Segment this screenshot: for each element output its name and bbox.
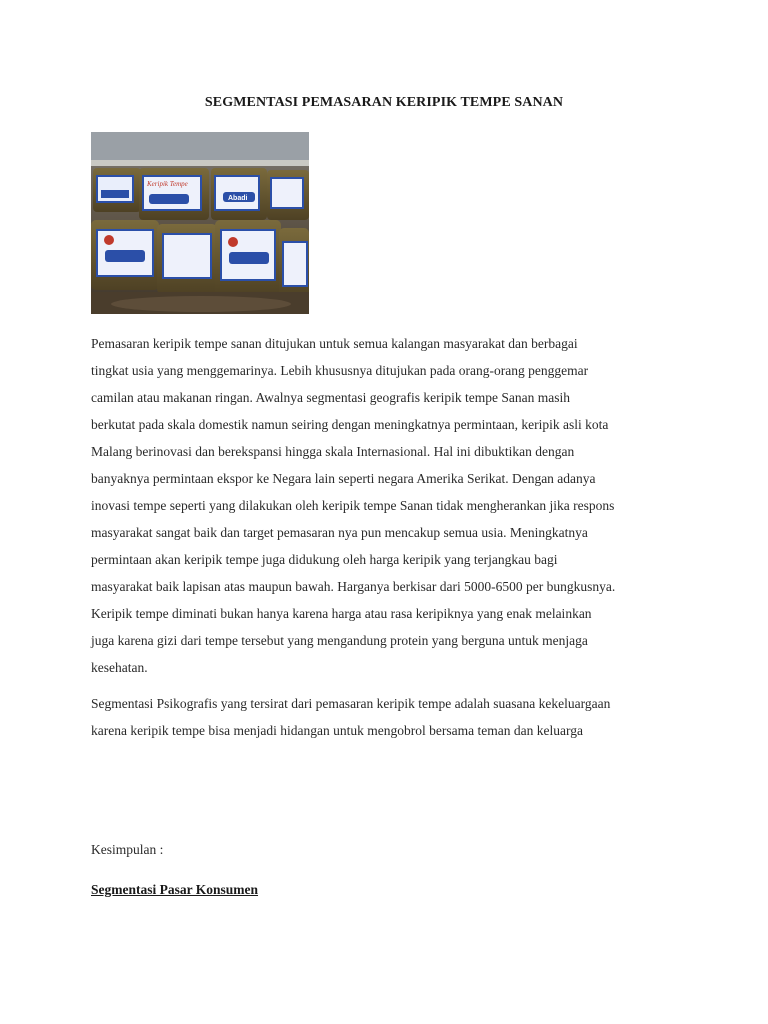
document-title: SEGMENTASI PEMASARAN KERIPIK TEMPE SANAN [204,95,564,110]
paragraph-line: Keripik tempe diminati bukan hanya karena harga atau rasa keripiknya yang enak melainkan [91,606,592,621]
paragraph-line: Segmentasi Psikografis yang tersirat dari pemasaran keripik tempe adalah suasana kekeluargaan [91,696,611,711]
paragraph-line: berkutat pada skala domestik namun seiring dengan meningkatnya permintaan, keripik asli kota [91,417,609,432]
paragraph-line: masyarakat sangat baik dan target pemasaran nya pun mencakup semua usia. Meningkatnya [91,525,588,540]
paragraph-line: Malang berinovasi dan berekspansi hingga skala Internasional. Hal ini dibuktikan dengan [91,444,575,459]
paragraph-line: karena keripik tempe bisa menjadi hidangan untuk mengobrol bersama teman dan keluarga [91,723,583,738]
conclusion-label: Kesimpulan : [91,842,164,857]
paragraph-1 [91,330,691,681]
paragraph-line: kesehatan. [91,660,148,675]
paragraph-line: Pemasaran keripik tempe sanan ditujukan untuk semua kalangan masyarakat dan berbagai [91,336,578,351]
label-text: Keripik Tempe [147,180,188,188]
paragraph-2 [91,690,691,744]
product-photo [91,132,309,314]
label-brand: Abadi [228,195,248,202]
paragraph-line: masyarakat baik lapisan atas maupun bawah. Harganya berkisar dari 5000-6500 per bungkusnya. [91,579,616,594]
paragraph-line: camilan atau makanan ringan. Awalnya segmentasi geografis keripik tempe Sanan masih [91,390,570,405]
paragraph-line: banyaknya permintaan ekspor ke Negara lain seperti negara Amerika Serikat. Dengan adanya [91,471,596,486]
paragraph-line: permintaan akan keripik tempe juga didukung oleh harga keripik yang terjangkau bagi [91,552,558,567]
paragraph-line: juga karena gizi dari tempe tersebut yang mengandung protein yang berguna untuk menjaga [91,633,588,648]
paragraph-line: tingkat usia yang menggemarinya. Lebih khususnya ditujukan pada orang-orang penggemar [91,363,589,378]
paragraph-line: inovasi tempe seperti yang dilakukan oleh keripik tempe Sanan tidak mengherankan jika respons [91,498,615,513]
section-subheading: Segmentasi Pasar Konsumen [91,882,259,897]
